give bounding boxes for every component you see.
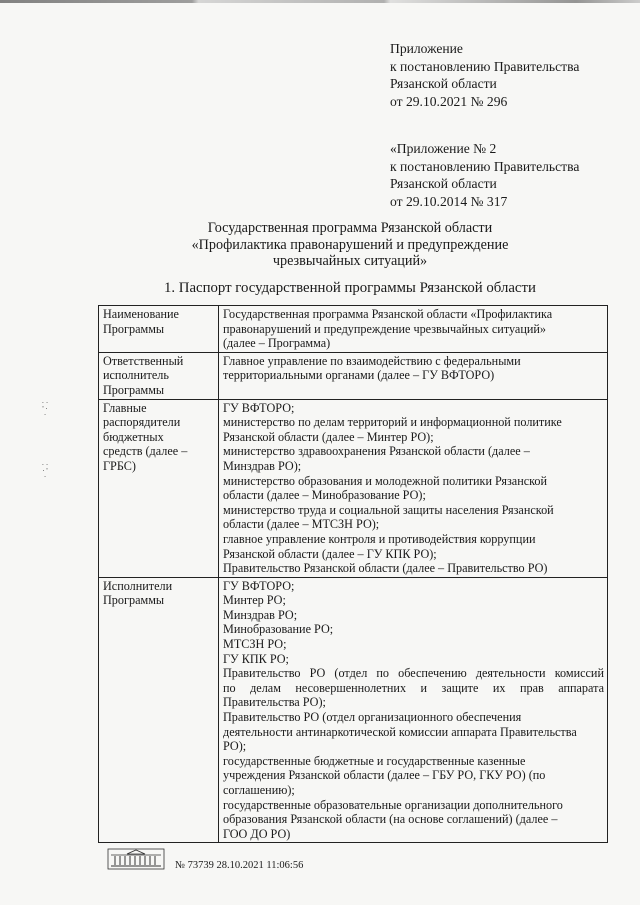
row-label [99,352,219,399]
value-line: ГОО ДО РО) [223,826,291,841]
value-line: МТСЗН РО; [223,637,287,652]
annex-line: Приложение [390,41,463,56]
annex-line: «Приложение № 2 [390,141,497,156]
value-line: области (далее – МТСЗН РО); [223,517,380,532]
word: и [420,680,428,695]
passport-table [98,305,608,843]
value-line: Правительство РО (отдел организационного обеспечения [223,710,522,725]
label-line: исполнитель [103,368,169,383]
row-value [219,352,608,399]
word: комиссий [554,666,604,681]
row-label [99,399,219,577]
label-line: Программы [103,593,165,608]
annex-line: от 29.10.2014 № 317 [390,193,508,209]
value-line: министерство по делам территорий и информационной политике [223,415,562,430]
value-line: государственные образовательные организации дополнительного [223,797,563,812]
word: несовершеннолетних [295,680,407,695]
annex-current [390,40,579,110]
program-title [150,220,550,270]
word: аппарата [558,680,604,695]
table-row [99,577,608,843]
section-heading: 1. Паспорт государственной программы Рязанской области [164,280,536,296]
registration-mark [175,860,303,871]
label-line: распорядители [103,415,181,430]
table-row [99,352,608,399]
value-line: Правительства РО); [223,695,326,710]
word: по [223,680,236,695]
value-line: Главное управление по взаимодействию с федеральными [223,353,521,368]
label-line: Наименование [103,307,179,321]
title-line: «Профилактика правонарушений и предупреждение [191,236,509,253]
label-line: средств (далее – [103,444,188,459]
value-line: Минтер РО; [223,593,286,608]
annex-line: от 29.10.2021 № 296 [390,93,508,109]
word: Правительство [223,666,301,681]
title-line: чрезвычайных ситуаций» [272,253,428,269]
label-line: ГРБС) [103,458,136,473]
value-line: Рязанской области (далее – Минтер РО); [223,429,434,444]
margin-mark: · · · ' · [41,461,49,481]
value-line: РО); [223,739,247,754]
word: РО [309,666,326,681]
annex-line: к постановлению Правительства [390,58,580,74]
table-row [99,399,608,577]
word: делам [250,680,281,695]
word: их [492,680,506,695]
row-label [99,577,219,843]
value-line: государственные бюджетные и государственные казенные [223,753,526,768]
annex-line: Рязанской области [390,76,497,91]
word: по [376,666,390,681]
value-line: ГУ ВФТОРО; [223,578,295,593]
label-line: бюджетных [103,429,164,444]
value-line: деятельности антинаркотической комиссии аппарата Правительства [223,724,577,739]
value-line: Рязанской области (далее – ГУ КПК РО); [223,546,437,561]
value-line: министерство здравоохранения Рязанской области (далее – [223,444,530,459]
annex-original [390,140,579,210]
word: обеспечению [398,666,467,681]
scan-edge [0,0,640,3]
row-value [219,306,608,353]
value-line: соглашению); [223,783,295,797]
label-line: Программы [103,382,165,397]
value-line: министерство труда и социальной защиты населения Рязанской [223,502,554,517]
row-value [219,577,608,843]
value-line: главное управление контроля и противодействия коррупции [223,531,536,546]
justified-line [223,666,604,681]
row-label [99,306,219,353]
value-line: ГУ КПК РО; [223,651,289,666]
value-line: Правительство Рязанской области (далее – Правительство РО) [223,561,548,576]
margin-mark: · · ' · · [41,399,49,419]
title-line: Государственная программа Рязанской области [207,220,493,236]
value-line: Минздрав РО; [223,607,298,622]
value-line: образования Рязанской области (на основе соглашений) (далее – [223,812,558,827]
word: деятельности [475,666,546,681]
word: (отдел [334,666,368,681]
label-line: Главные [103,400,147,415]
value-line: учреждения Рязанской области (далее – ГБУ РО, ГКУ РО) (по [223,768,546,783]
value-line: области (далее – Минобразование РО); [223,488,426,503]
value-line: Государственная программа Рязанской области «Профилактика [223,307,553,321]
value-line: ГУ ВФТОРО; [223,400,295,415]
building-stamp-icon [107,848,165,870]
word: защите [441,680,479,695]
value-line: территориальными органами (далее – ГУ ВФТОРО) [223,368,495,383]
justified-line [223,681,604,696]
row-value [219,399,608,577]
value-line: Минздрав РО); [223,458,302,473]
doc-timestamp: 28.10.2021 11:06:56 [216,860,304,871]
table-row [99,306,608,353]
value-line: Минобразование РО; [223,622,334,637]
value-line: (далее – Программа) [223,336,331,351]
label-line: Ответственный [103,353,184,368]
word: прав [519,680,544,695]
annex-line: к постановлению Правительства [390,158,580,174]
label-line: Программы [103,321,165,336]
doc-number: № 73739 [175,860,214,871]
value-line: правонарушений и предупреждение чрезвычайных ситуаций» [223,321,546,336]
annex-line: Рязанской области [390,176,497,191]
value-line: министерство образования и молодежной политики Рязанской [223,473,548,488]
label-line: Исполнители [103,578,173,593]
